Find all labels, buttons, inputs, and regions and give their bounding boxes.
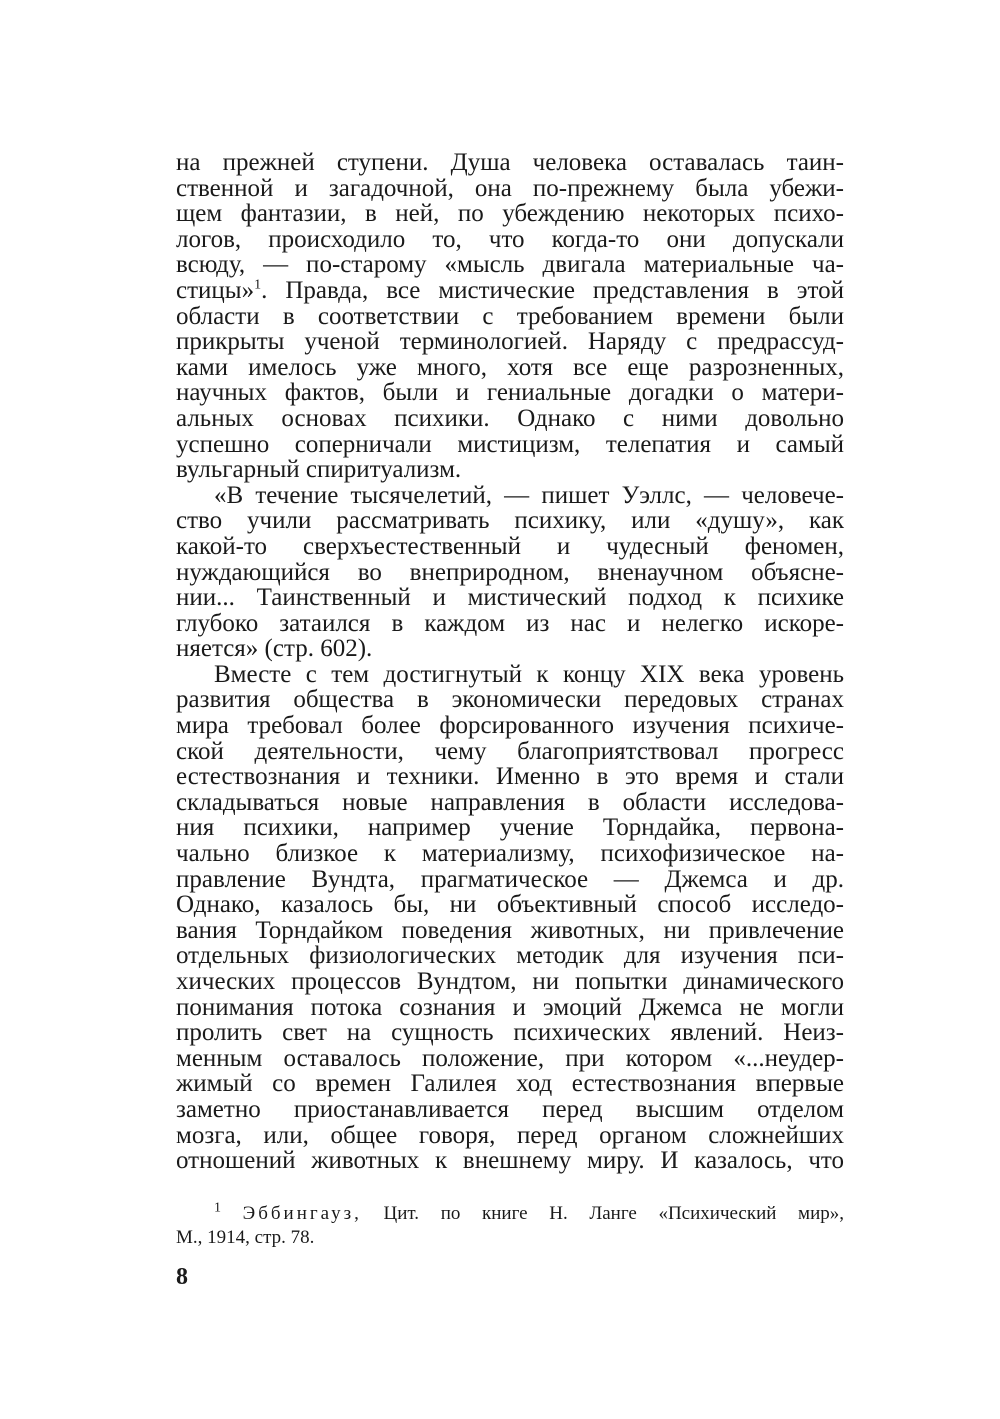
text-line: ство учили рассматривать психику, или «душу», как	[176, 507, 844, 535]
text-line: прикрыты ученой терминологией. Наряду с предрассуд-	[176, 328, 844, 356]
main-text	[176, 150, 844, 1174]
footnote-line: М., 1914, стр. 78.	[176, 1227, 315, 1248]
text-line: альных основах психики. Однако с ними довольно	[176, 404, 844, 432]
footnote	[176, 1202, 844, 1250]
text-fragment: . Правда, все мистические представления в этой	[261, 276, 844, 304]
text-line: нии... Таинственный и мистический подход к психике	[176, 584, 844, 612]
text-line: ками имелось уже много, хотя все еще разрозненных,	[176, 353, 844, 381]
text-line: понимания потока сознания и эмоций Джемса не могли	[176, 993, 844, 1021]
text-line: мозга, или, общее говоря, перед органом сложнейших	[176, 1121, 844, 1149]
footnote-marker: 1	[214, 1200, 221, 1216]
text-line: успешно соперничали мистицизм, телепатия и самый	[176, 430, 844, 458]
footnote-text: Цит. по книге Н. Ланге «Психический мир»,	[361, 1203, 844, 1224]
footnote-author: Эббингауз,	[242, 1203, 362, 1224]
text-fragment: стицы»	[176, 276, 255, 304]
text-line: научных фактов, были и гениальные догадки о матери-	[176, 379, 844, 407]
text-line: Вместе с тем достигнутый к концу XIX века уровень	[214, 660, 844, 688]
text-line: всюду, — по-старому «мысль двигала материальные ча-	[176, 251, 844, 279]
text-line: глубоко затаился в каждом из нас и нелегко искоре-	[176, 609, 844, 637]
footnote-line	[176, 1202, 844, 1226]
footnote-reference: 1	[254, 277, 262, 293]
text-line: логов, происходило то, что когда-то они допускали	[176, 225, 844, 253]
text-line: Однако, казалось бы, ни объективный способ исследо-	[176, 891, 844, 919]
text-line	[176, 278, 844, 304]
text-line: развития общества в экономически передовых странах	[176, 686, 844, 714]
page-number: 8	[176, 1264, 188, 1290]
text-line: щем фантазии, в ней, по убеждению некоторых психо-	[176, 200, 844, 228]
text-line: ния психики, например учение Торндайка, первона-	[176, 814, 844, 842]
text-line: жимый со времен Галилея ход естествознания впервые	[176, 1070, 844, 1098]
text-line: пролить свет на сущность психических явлений. Неиз-	[176, 1019, 844, 1047]
text-line: ственной и загадочной, она по-прежнему была убежи-	[176, 174, 844, 202]
text-line: какой-то сверхъестественный и чудесный феномен,	[176, 532, 844, 560]
text-line: заметно приостанавливается перед высшим отделом	[176, 1095, 844, 1123]
text-line: няется» (стр. 602).	[176, 635, 373, 663]
text-line: правление Вундта, прагматическое — Джемса и др.	[176, 865, 844, 893]
text-line: области в соответствии с требованием времени были	[176, 302, 844, 330]
text-line: отдельных физиологических методик для изучения пси-	[176, 942, 844, 970]
text-line: вульгарный спиритуализм.	[176, 456, 462, 484]
text-line: складываться новые направления в области исследова-	[176, 788, 844, 816]
text-line: хических процессов Вундтом, ни попытки динамического	[176, 968, 844, 995]
text-line: на прежней ступени. Душа человека оставалась таин-	[176, 149, 844, 176]
text-line: менным оставалось положение, при котором «...неудер-	[176, 1044, 844, 1072]
text-line: «В течение тысячелетий, — пишет Уэллс, — человече-	[214, 481, 844, 509]
text-line: чально близкое к материализму, психофизическое на-	[176, 840, 844, 868]
text-line: нуждающийся во внеприродном, вненаучном объясне-	[176, 558, 844, 586]
text-line: естествознания и техники. Именно в это время и стали	[176, 763, 844, 791]
text-line: отношений животных к внешнему миру. И казалось, что	[176, 1147, 844, 1175]
text-line: ской деятельности, чему благоприятствовал прогресс	[176, 737, 844, 765]
text-line: вания Торндайком поведения животных, ни привлечение	[176, 916, 844, 944]
text-line: мира требовал более форсированного изучения психиче-	[176, 712, 844, 740]
